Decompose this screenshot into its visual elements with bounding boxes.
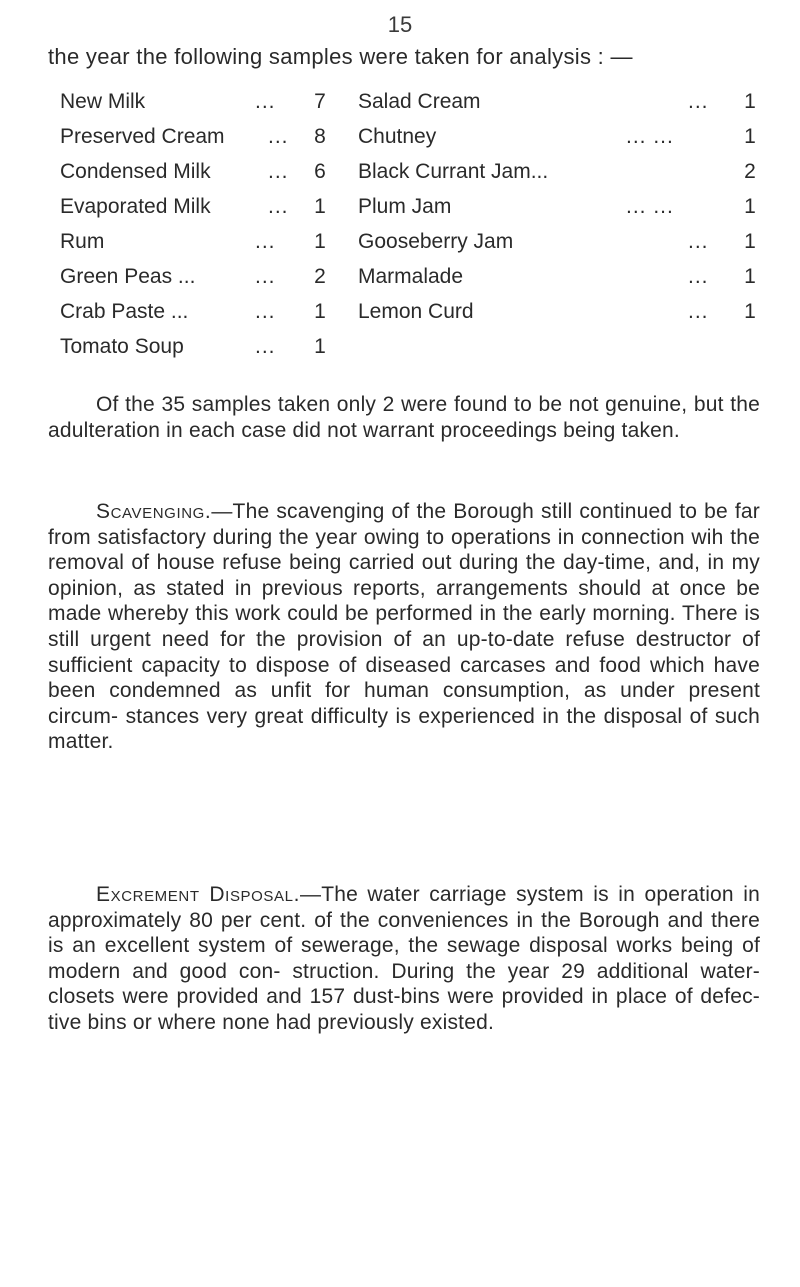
sample-name: Crab Paste ...: [60, 300, 189, 323]
leader-dots: ...: [268, 160, 289, 183]
sample-count: 1: [744, 265, 756, 288]
sample-count: 1: [314, 335, 326, 358]
sample-name: Lemon Curd: [358, 300, 474, 323]
sample-row: [358, 294, 760, 329]
sample-row: [358, 259, 760, 294]
leader-dots: ...: [688, 90, 709, 113]
sample-row: [60, 294, 328, 329]
sample-name: Gooseberry Jam: [358, 230, 514, 253]
leader-dots: ...: [268, 125, 289, 148]
sample-row: [60, 189, 328, 224]
sample-row: [358, 154, 760, 189]
sample-count: 1: [744, 90, 756, 113]
sample-name: Marmalade: [358, 265, 464, 288]
sample-name: Evaporated Milk: [60, 195, 211, 218]
sample-count: 1: [314, 300, 326, 323]
sample-row: [60, 154, 328, 189]
sample-count: 1: [744, 230, 756, 253]
scavenging-paragraph: [48, 499, 760, 755]
samples-summary-text: Of the 35 samples taken only 2 were found to be not genuine, but the adulteration in each case did not warrant proceedings being taken.: [48, 393, 760, 442]
sample-name: Preserved Cream: [60, 125, 225, 148]
sample-count: 1: [314, 195, 326, 218]
sample-row: [60, 119, 328, 154]
sample-name: New Milk: [60, 90, 146, 113]
sample-row: [358, 189, 760, 224]
samples-column-right: [358, 84, 760, 329]
sample-name: Black Currant Jam...: [358, 160, 549, 183]
sample-row: [60, 259, 328, 294]
leader-dots: ... ...: [626, 195, 674, 218]
sample-row: [60, 84, 328, 119]
sample-count: 1: [744, 195, 756, 218]
sample-row: [60, 329, 328, 364]
sample-name: Plum Jam: [358, 195, 452, 218]
sample-name: Green Peas ...: [60, 265, 196, 288]
sample-count: 1: [744, 125, 756, 148]
sample-count: 7: [314, 90, 326, 113]
sample-count: 2: [314, 265, 326, 288]
sample-name: Tomato Soup: [60, 335, 184, 358]
leader-dots: ...: [688, 230, 709, 253]
page-number: 15: [387, 12, 413, 37]
sample-row: [358, 224, 760, 259]
intro-line: the year the following samples were taken for analysis : —: [48, 44, 633, 69]
leader-dots: ...: [688, 300, 709, 323]
sample-count: 2: [744, 160, 756, 183]
samples-column-left: [60, 84, 328, 364]
leader-dots: ...: [688, 265, 709, 288]
sample-name: Condensed Milk: [60, 160, 211, 183]
sample-row: [358, 84, 760, 119]
samples-summary-paragraph: [48, 392, 760, 443]
sample-name: Chutney: [358, 125, 437, 148]
leader-dots: ...: [255, 300, 276, 323]
sample-name: Salad Cream: [358, 90, 481, 113]
excrement-disposal-text: —The water carriage system is in operation in approximately 80 per cent. of the conveniences in the Borough and there is an excellent system of sewerage, the sewage disposal works being of modern and good con- struction. During the year 29 additional water-closets were provided and 157 dust-bins were provided in place of defec- tive bins or where none had previously existed.: [48, 883, 760, 1034]
leader-dots: ...: [255, 335, 276, 358]
sample-count: 1: [744, 300, 756, 323]
leader-dots: ...: [255, 230, 276, 253]
sample-row: [358, 119, 760, 154]
excrement-disposal-paragraph: [48, 882, 760, 1036]
leader-dots: ...: [255, 265, 276, 288]
excrement-disposal-heading: Excrement Disposal.: [96, 883, 301, 906]
sample-count: 8: [314, 125, 326, 148]
leader-dots: ...: [255, 90, 276, 113]
sample-row: [60, 224, 328, 259]
leader-dots: ...: [268, 195, 289, 218]
leader-dots: ... ...: [626, 125, 674, 148]
sample-count: 1: [314, 230, 326, 253]
scavenging-text: —The scavenging of the Borough still continued to be far from satisfactory during the year owing to operations in connection wih the removal of house refuse being carried out during the day-time, and, in my opinion, as stated in previous reports, arrangements should at once be made whereby this work could be performed in the early morning. There is still urgent need for the provision of an up-to-date refuse destructor of sufficient capacity to dispose of diseased carcases and food which have been condemned as unfit for human consumption, as under present circum- stances very great difficulty is experienced in the disposal of such matter.: [48, 500, 760, 754]
sample-count: 6: [314, 160, 326, 183]
sample-name: Rum: [60, 230, 105, 253]
scavenging-heading: Scavenging.: [96, 500, 212, 523]
